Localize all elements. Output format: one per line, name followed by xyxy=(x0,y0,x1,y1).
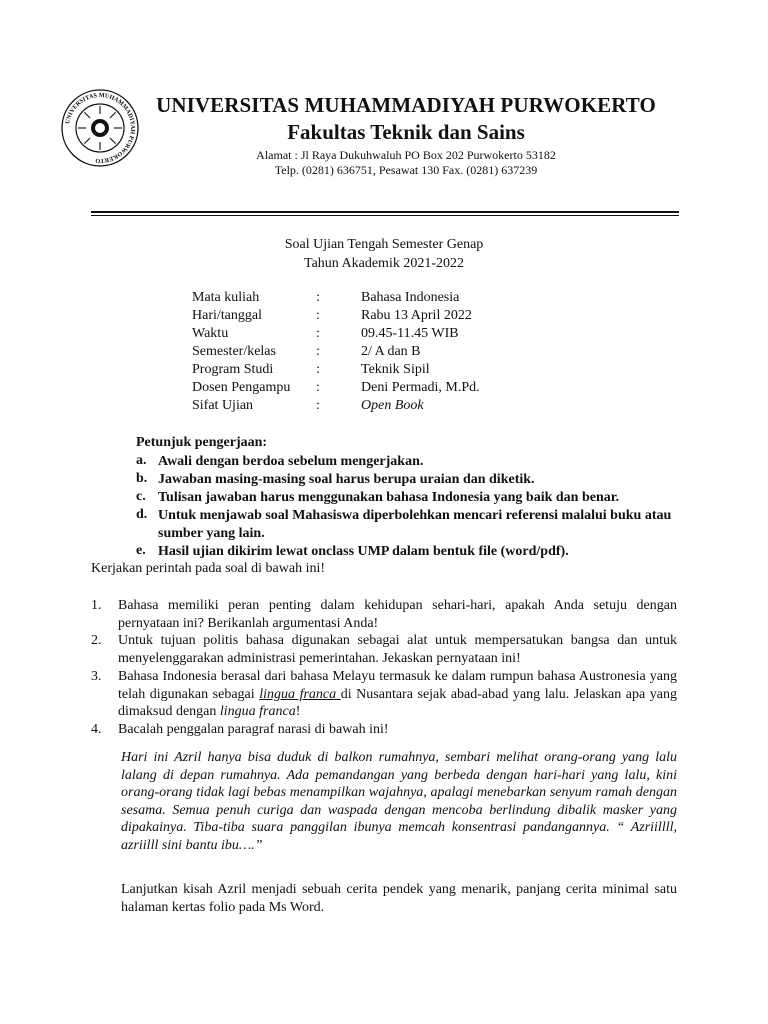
university-name: UNIVERSITAS MUHAMMADIYAH PURWOKERTO xyxy=(156,93,656,117)
instruction-marker: e. xyxy=(136,543,146,558)
narrative-excerpt: Hari ini Azril hanya bisa duduk di balkon rumahnya, sembari melihat orang-orang yang lalu lalang di depan rumahnya. Ada pemandangan yang berbeda dengan hari-hari yang lalu, kini orang-orang tidak lagi bebas menampilkan wajahnya, apalagi menebarkan senyum ramah dengan sesama. Semua penuh curiga dan waspada dengan mencoba berlindung dibalik masker yang dipakainya. Tiba-tiba suara panggilan ibunya memcah konsentrasi pandangannya. “ Azriillll, azriilll sini bantu ibu….” xyxy=(121,750,677,853)
question-text-part: ! xyxy=(295,704,301,720)
address-line: Alamat : Jl Raya Dukuhwaluh PO Box 202 Purwokerto 53182 xyxy=(256,148,556,162)
question-number: 3. xyxy=(91,669,102,684)
question-number: 4. xyxy=(91,722,102,737)
info-label: Hari/tanggal xyxy=(192,308,262,323)
question-text: Bahasa memiliki peran penting dalam kehidupan sehari-hari, apakah Anda setuju dengan pernyataan ini? Berikanlah argumentasi Anda! xyxy=(118,598,677,631)
info-colon: : xyxy=(316,398,320,413)
instruction-text: Hasil ujian dikirim lewat onclass UMP dalam bentuk file (word/pdf). xyxy=(158,544,569,559)
question-text xyxy=(118,668,677,721)
exam-title: Soal Ujian Tengah Semester Genap xyxy=(284,237,484,252)
header-divider-thin xyxy=(91,215,679,216)
info-label: Dosen Pengampu xyxy=(192,380,291,395)
info-colon: : xyxy=(316,362,320,377)
instructions-title: Petunjuk pengerjaan: xyxy=(136,435,268,450)
info-label: Mata kuliah xyxy=(192,290,260,305)
instruction-text: Untuk menjawab soal Mahasiswa diperbolehkan mencari referensi malalui buku atau sumber yang lain. xyxy=(158,508,672,541)
info-colon: : xyxy=(316,326,320,341)
info-value: 2/ A dan B xyxy=(361,344,421,359)
phone-line: Telp. (0281) 636751, Pesawat 130 Fax. (0281) 637239 xyxy=(274,163,538,177)
question-text-part: Bahasa Indonesia berasal dari bahasa Melayu termasuk ke dalam rumpun bahasa Austronesia yang telah digunakan sebagai xyxy=(118,669,677,702)
instruction-text: Tulisan jawaban harus menggunakan bahasa Indonesia yang baik dan benar. xyxy=(158,490,620,505)
term-lingua-franca: lingua franca xyxy=(219,704,296,720)
info-value: Rabu 13 April 2022 xyxy=(361,308,472,323)
writing-task: Lanjutkan kisah Azril menjadi sebuah cerita pendek yang menarik, panjang cerita minimal satu halaman kertas folio pada Ms Word. xyxy=(121,882,677,915)
questions-intro: Kerjakan perintah pada soal di bawah ini! xyxy=(91,561,326,576)
info-label: Waktu xyxy=(192,326,229,341)
instruction-marker: d. xyxy=(136,507,148,522)
question-text: Untuk tujuan politis bahasa digunakan sebagai alat untuk mempersatukan bangsa dan untuk menyelenggarakan administrasi pemerintahan. Jekaskan pernyataan ini! xyxy=(118,633,677,666)
info-value: Deni Permadi, M.Pd. xyxy=(361,380,480,395)
info-value: Open Book xyxy=(361,398,424,413)
info-colon: : xyxy=(316,308,320,323)
header-divider xyxy=(91,211,679,213)
question-text: Bacalah penggalan paragraf narasi di bawah ini! xyxy=(118,722,389,737)
instruction-marker: b. xyxy=(136,471,148,486)
academic-year: Tahun Akademik 2021-2022 xyxy=(304,256,464,271)
info-colon: : xyxy=(316,380,320,395)
instruction-marker: a. xyxy=(136,453,147,468)
faculty-name: Fakultas Teknik dan Sains xyxy=(287,120,525,144)
info-value: 09.45-11.45 WIB xyxy=(361,326,459,341)
info-value: Teknik Sipil xyxy=(361,362,430,377)
info-label: Semester/kelas xyxy=(192,344,276,359)
logo-ring-text: UNIVERSITAS MUHAMMADIYAH PURWOKERTO xyxy=(64,91,137,165)
question-number: 2. xyxy=(91,633,102,648)
question-number: 1. xyxy=(91,598,102,613)
info-colon: : xyxy=(316,344,320,359)
info-colon: : xyxy=(316,290,320,305)
term-lingua-franca: lingua franca xyxy=(259,686,341,702)
question-text-part: di Nusantara sejak abad-abad yang lalu. Jelaskan apa yang dimaksud dengan xyxy=(118,686,677,720)
info-label: Program Studi xyxy=(192,362,274,377)
instruction-text: Jawaban masing-masing soal harus berupa uraian dan diketik. xyxy=(158,472,535,487)
instruction-text: Awali dengan berdoa sebelum mengerjakan. xyxy=(158,454,424,469)
info-value: Bahasa Indonesia xyxy=(361,290,460,305)
info-label: Sifat Ujian xyxy=(192,398,254,413)
instruction-marker: c. xyxy=(136,489,146,504)
